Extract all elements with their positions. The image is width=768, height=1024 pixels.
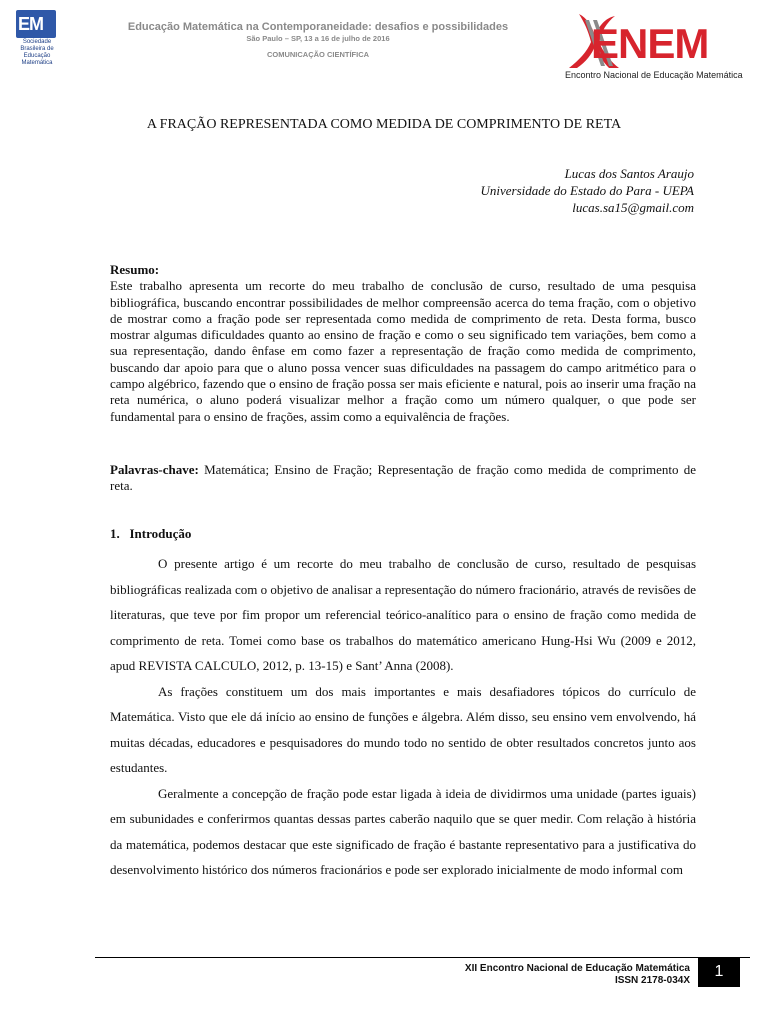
sbem-logo [16, 10, 58, 68]
abstract [110, 262, 696, 425]
footer-text [465, 963, 690, 987]
section-heading: 1. Introdução [110, 526, 192, 541]
conference-date-location: São Paulo – SP, 13 a 16 de julho de 2016 [246, 34, 390, 43]
paper-category: COMUNICAÇÃO CIENTÍFICA [266, 50, 370, 59]
enem-logo-caption: Encontro Nacional de Educação Matemática [565, 70, 743, 80]
abstract-text: Este trabalho apresenta um recorte do meu trabalho de conclusão de curso, resultado de uma pesquisa bibliográfica, buscando encontrar possibilidades de melhor compreensão acerca do tema fração, com o objetivo de mostrar como a fração pode ser representada como medida de comprimento de reta. Desta forma, busco mostrar algumas dificuldades quanto ao ensino de fração e como o seu significado tem variações, bem como a sua representação, dando ênfase em como fazer a representação de fração como medida de comprimento, buscando dar apoio para que o aluno possa vencer suas dificuldades na passagem do campo aritmético para o campo algébrico, fazendo que o ensino de fração possa ser mais eficiente e natural, pois ao inserir uma fração na reta numérica, o aluno poderá visualizar melhor a fração como um número qualquer, o que pode ser fundamental para o ensino de frações, assim como a equivalência de frações. [110, 278, 696, 424]
keywords-text: Matemática; Ensino de Fração; Representação de fração como medida de comprimento de reta. [110, 462, 696, 494]
author-affiliation: Universidade do Estado do Para - UEPA [480, 183, 694, 198]
sbem-line: Matemática [21, 60, 53, 66]
footer-issn: ISSN 2178-034X [614, 975, 690, 986]
enem-logo-word: ENEM [591, 20, 709, 67]
sbem-logo-caption [16, 39, 58, 67]
sbem-line: Educação [23, 53, 51, 59]
conference-header [100, 20, 536, 60]
paper-title: A FRAÇÃO REPRESENTADA COMO MEDIDA DE COMPRIMENTO DE RETA [146, 117, 622, 132]
sbem-logo-text: EM [18, 14, 43, 34]
author-block [480, 165, 694, 216]
keywords [110, 462, 696, 495]
paragraph: As frações constituem um dos mais importantes e mais desafiadores tópicos do currículo de Matemática. Visto que ele dá início ao ensino de funções e álgebra. Além disso, seu ensino vem envolvendo, há muitas décadas, educadores e pesquisadores do mundo todo no sentido de obter resultados concretos junto aos estudantes. [110, 683, 696, 775]
page-number: 1 [698, 957, 740, 987]
footer-event: XII Encontro Nacional de Educação Matemática [464, 963, 690, 974]
paragraph: O presente artigo é um recorte do meu trabalho de conclusão de curso, resultado de pesquisas bibliográficas realizada com o objetivo de analisar a representação do número fracionário, através de revisões de literaturas, que teve por fim propor um referencial teórico-analítico para o ensino de fração como medida de comprimento de reta. Tomei como base os trabalhos do matemático americano Hung-Hsi Wu (2009 e 2012, apud REVISTA CALCULO, 2012, p. 13-15) e Sant’ Anna (2008). [110, 556, 696, 673]
enem-logo [565, 10, 765, 82]
footer-rule [95, 957, 750, 958]
paragraph: Geralmente a concepção de fração pode estar ligada à ideia de dividirmos uma unidade (partes iguais) em subunidades e conferirmos quantas dessas partes caberão naquilo que se quer medir. Com relação à história da matemática, podemos destacar que este significado de fração é bastante representativo para a justificativa do desenvolvimento histórico dos números fracionários e pode ser explorado inicialmente de modo informal com [110, 785, 696, 877]
author-name: Lucas dos Santos Araujo [564, 166, 694, 181]
sbem-line: Sociedade [22, 39, 52, 45]
conference-title: Educação Matemática na Contemporaneidade: desafios e possibilidades [127, 21, 509, 33]
author-email: lucas.sa15@gmail.com [572, 200, 694, 215]
sbem-line: Brasileira de [20, 46, 54, 52]
body-text [110, 551, 696, 883]
abstract-label: Resumo: [110, 262, 160, 277]
keywords-label: Palavras-chave: [110, 462, 199, 477]
sbem-logo-mark [16, 10, 56, 38]
